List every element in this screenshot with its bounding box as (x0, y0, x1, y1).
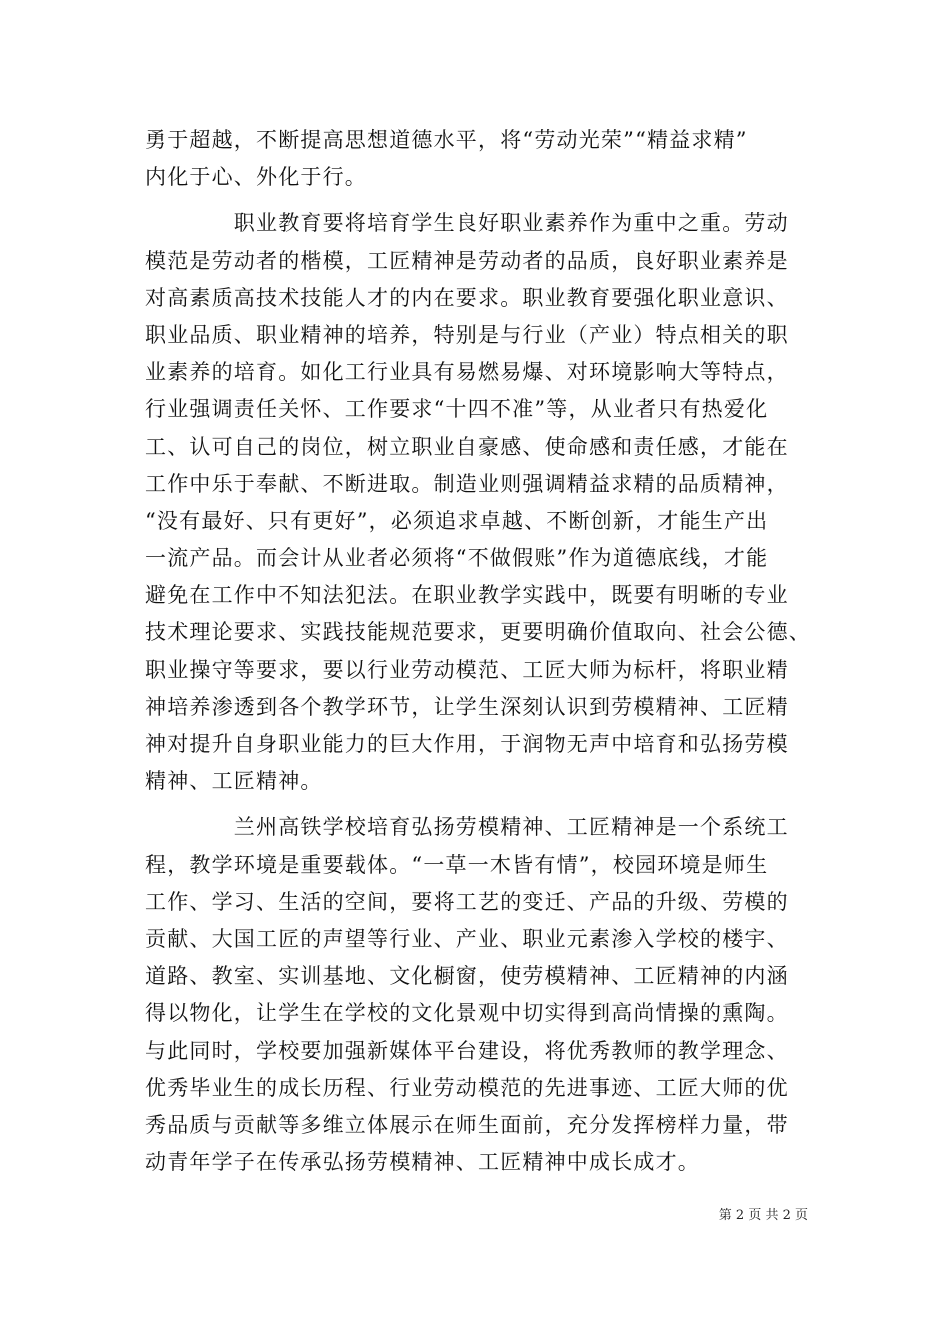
text-line: 职业品质、职业精神的培养，特别是与行业（产业）特点相关的职 (145, 322, 789, 347)
text-line: 业素养的培育。如化工行业具有易燃易爆、对环境影响大等特点， (145, 360, 789, 385)
text-line: 得以物化，让学生在学校的文化景观中切实得到高尚情操的熏陶。 (145, 1001, 789, 1026)
text-line: 与此同时，学校要加强新媒体平台建设，将优秀教师的教学理念、 (145, 1038, 789, 1063)
text-line: 一流产品。而会计从业者必须将“不做假账”作为道德底线，才能 (145, 546, 769, 571)
text-line: 模范是劳动者的楷模，工匠精神是劳动者的品质，良好职业素养是 (145, 248, 789, 273)
text-line: 职业操守等要求，要以行业劳动模范、工匠大师为标杆，将职业精 (145, 657, 789, 682)
text-line: 程，教学环境是重要载体。“一草一木皆有情”，校园环境是师生 (145, 852, 769, 877)
text-line: 行业强调责任关怀、工作要求“十四不准”等，从业者只有热爱化 (145, 397, 769, 422)
text-line: 职业教育要将培育学生良好职业素养作为重中之重。劳动 (145, 211, 789, 236)
text-line: 贡献、大国工匠的声望等行业、产业、职业元素渗入学校的楼宇、 (145, 926, 789, 951)
text-line: 秀品质与贡献等多维立体展示在师生面前，充分发挥榜样力量，带 (145, 1112, 789, 1137)
text-line: 兰州高铁学校培育弘扬劳模精神、工匠精神是一个系统工 (145, 815, 789, 840)
text-line: 道路、教室、实训基地、文化橱窗，使劳模精神、工匠精神的内涵 (145, 964, 789, 989)
page-number: 第 2 页 共 2 页 (718, 1208, 808, 1223)
text-line: 内化于心、外化于行。 (145, 165, 367, 190)
paragraph (145, 205, 827, 800)
text-line: 避免在工作中不知法犯法。在职业教学实践中，既要有明晰的专业 (145, 583, 789, 608)
text-line: 优秀毕业生的成长历程、行业劳动模范的先进事迹、工匠大师的优 (145, 1075, 789, 1100)
text-line: 工作、学习、生活的空间，要将工艺的变迁、产品的升级、劳模的 (145, 889, 789, 914)
text-line: 勇于超越，不断提高思想道德水平，将“劳动光荣”“精益求精” (145, 128, 748, 152)
text-line: 精神、工匠精神。 (145, 769, 323, 794)
text-line: 对高素质高技术技能人才的内在要求。职业教育要强化职业意识、 (145, 285, 789, 310)
text-line: 神培养渗透到各个教学环节，让学生深刻认识到劳模精神、工匠精 (145, 694, 789, 719)
text-line: 动青年学子在传承弘扬劳模精神、工匠精神中成长成才。 (145, 1150, 700, 1175)
paragraph (145, 122, 827, 196)
text-line: 工、认可自己的岗位，树立职业自豪感、使命感和责任感，才能在 (145, 434, 789, 459)
document-body (145, 122, 827, 1181)
text-line: 工作中乐于奉献、不断进取。制造业则强调精益求精的品质精神， (145, 471, 789, 496)
text-line: 技术理论要求、实践技能规范要求，更要明确价值取向、社会公德、 (145, 620, 811, 645)
text-line: “没有最好、只有更好”，必须追求卓越、不断创新，才能生产出 (145, 508, 769, 533)
text-line: 神对提升自身职业能力的巨大作用，于润物无声中培育和弘扬劳模 (145, 732, 789, 756)
paragraph (145, 809, 827, 1181)
